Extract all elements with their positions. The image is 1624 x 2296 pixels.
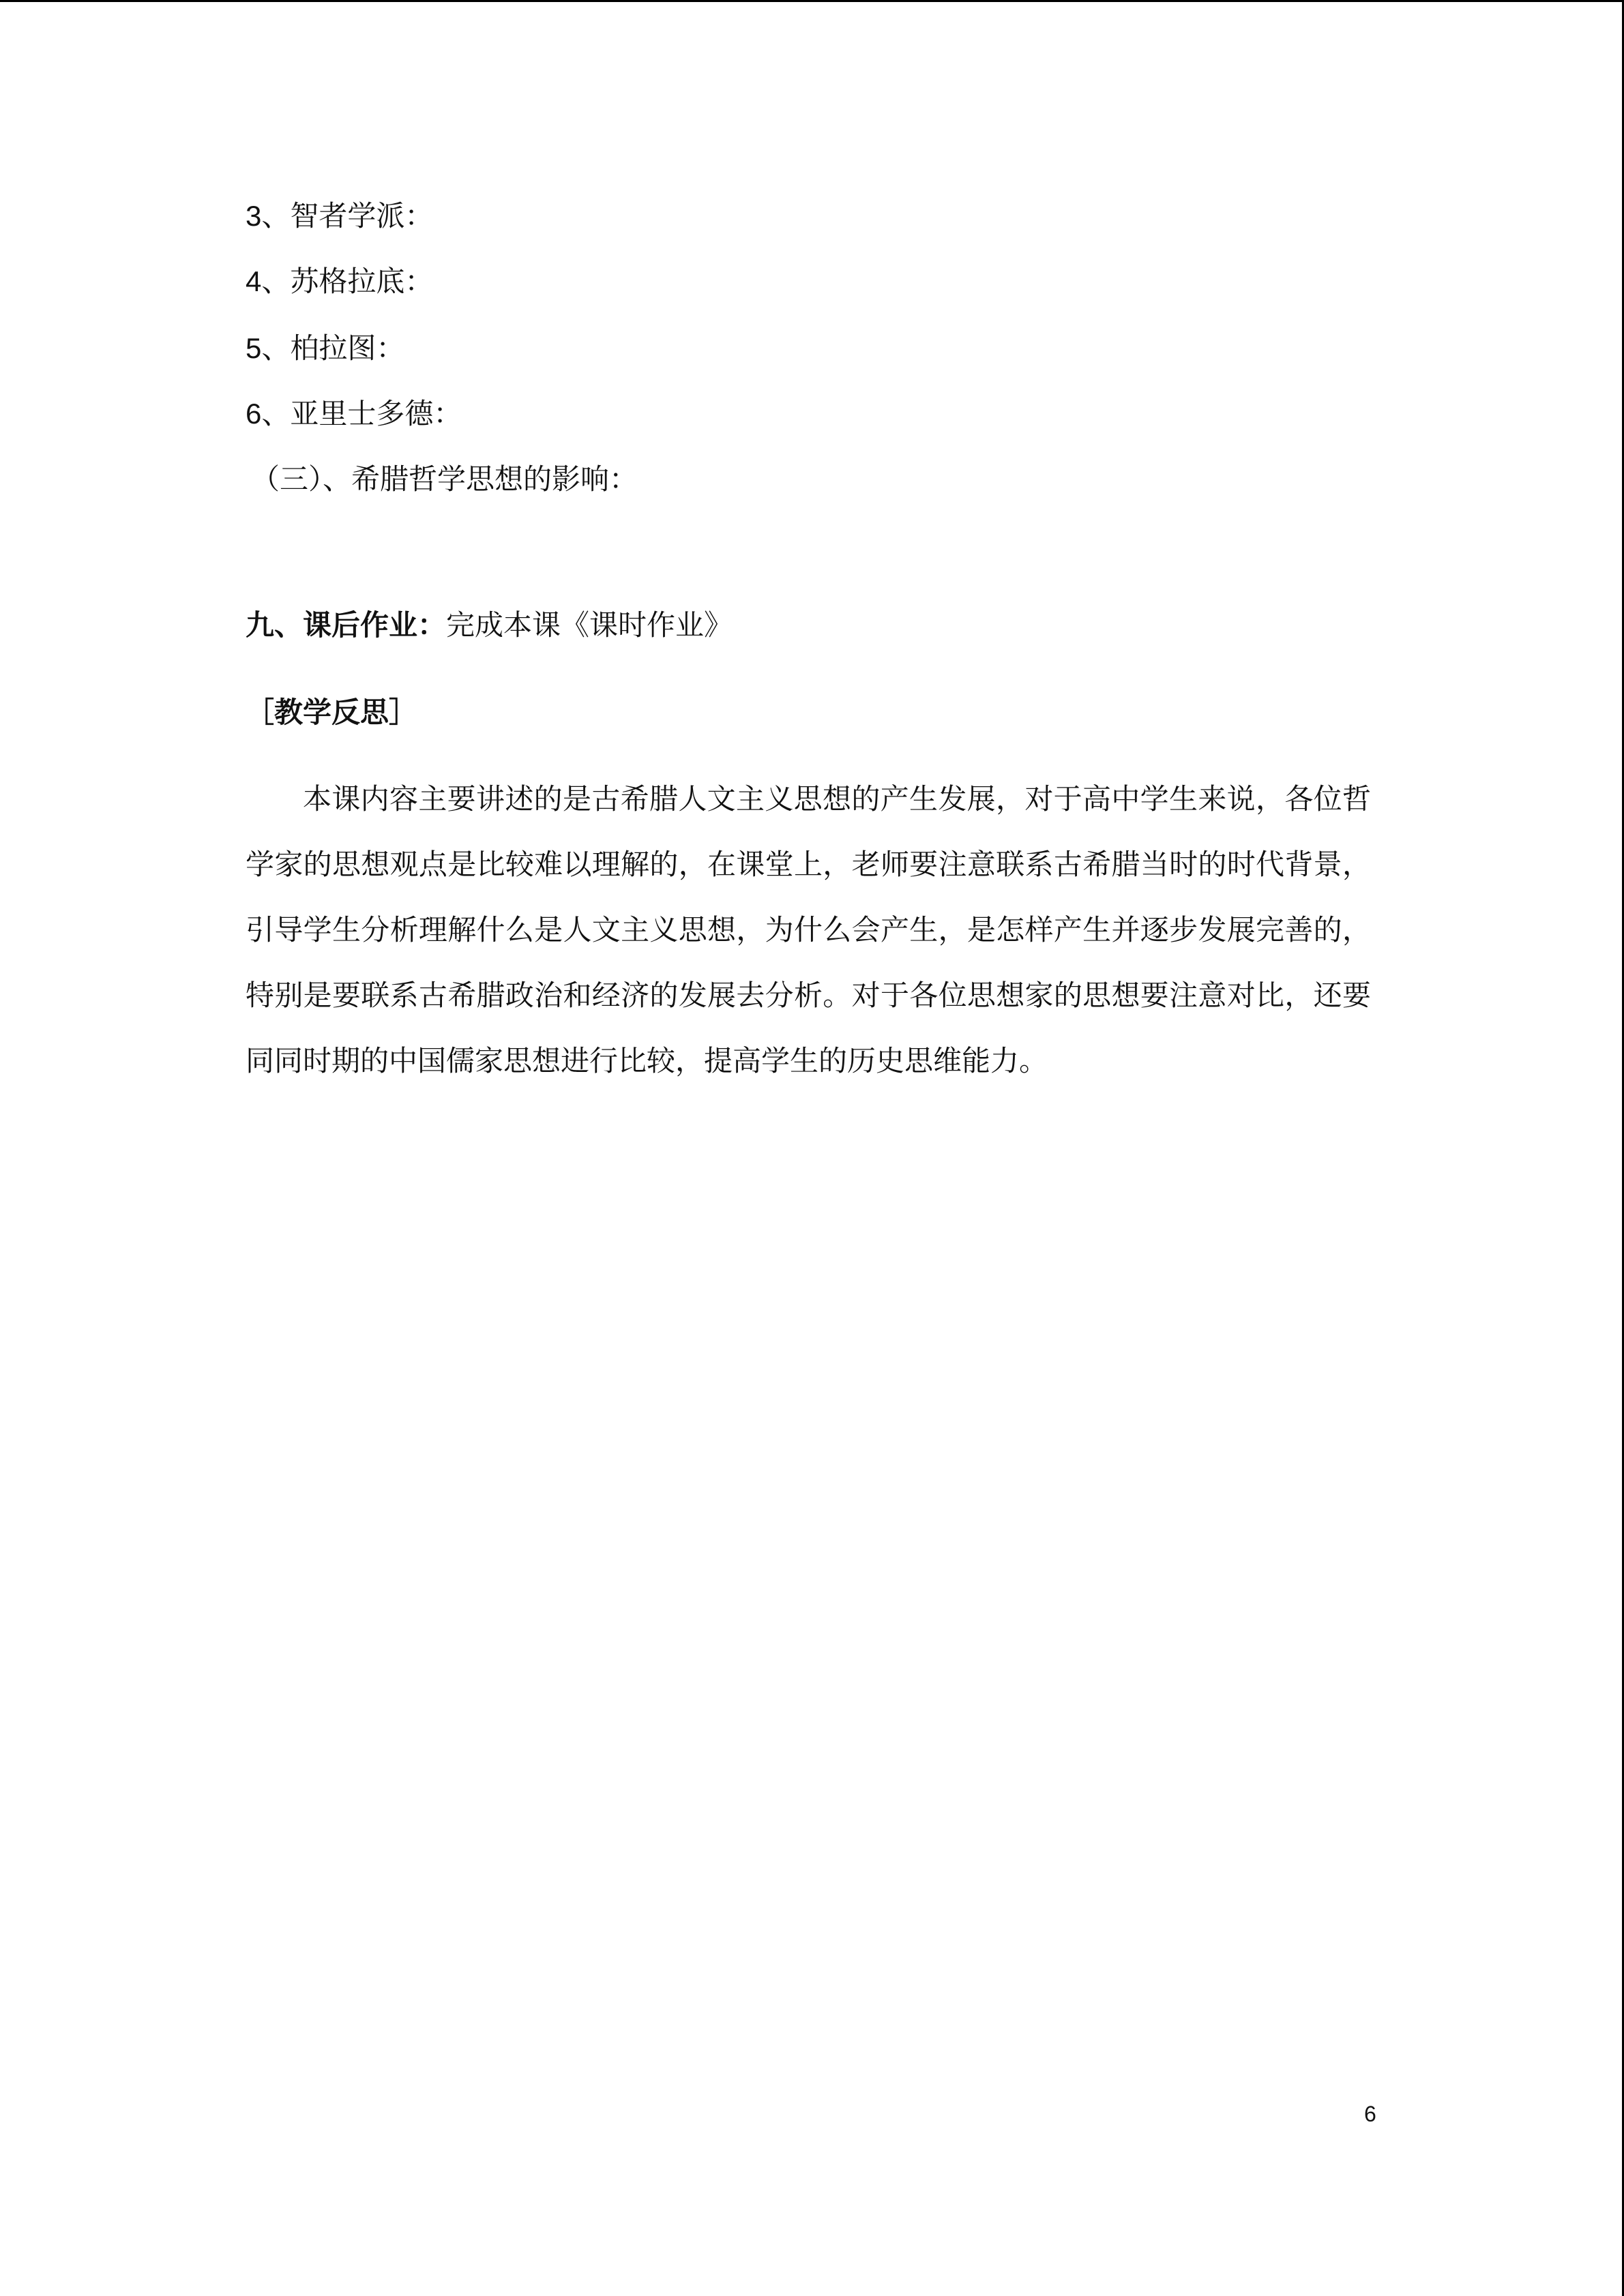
list-item-number: 6 xyxy=(246,398,262,430)
list-item-label: 、苏格拉底： xyxy=(261,265,434,298)
reflection-title: ［教学反思］ xyxy=(246,696,418,729)
homework-label: 九、课后作业： xyxy=(246,608,447,642)
list-item-plato xyxy=(246,331,405,365)
list-item-number: 4 xyxy=(246,265,262,297)
list-item-socrates xyxy=(246,267,433,296)
reflection-paragraph: 本课内容主要讲述的是古希腊人文主义思想的产生发展，对于高中学生来说，各位哲学家的思想观点是比较难以理解的，在课堂上，老师要注意联系古希腊当时的时代背景，引导学生分析理解什么是人文主义思想，为什么会产生，是怎样产生并逐步发展完善的，特别是要联系古希腊政治和经济的发展去分析。对于各位思想家的思想要注意对比，还要同同时期的中国儒家思想进行比较，提高学生的历史思维能力。 xyxy=(246,782,1371,1077)
list-item-label: 、亚里士多德： xyxy=(261,397,462,430)
homework-text: 完成本课《课时作业》 xyxy=(446,608,733,642)
reflection-paragraph-block xyxy=(246,766,1371,1094)
list-item-number: 5 xyxy=(246,332,262,364)
list-item-label: 、柏拉图： xyxy=(261,331,405,365)
list-item-sophists xyxy=(246,199,434,233)
page-border-top xyxy=(0,0,1624,2)
list-item-label: 、智者学派： xyxy=(261,199,434,233)
section-heading-influence: （三）、希腊哲学思想的影响： xyxy=(251,462,638,496)
list-item-aristotle xyxy=(246,397,462,430)
homework-line xyxy=(246,608,733,642)
list-item-number: 3 xyxy=(246,200,262,232)
page-number: 6 xyxy=(1364,2102,1376,2126)
